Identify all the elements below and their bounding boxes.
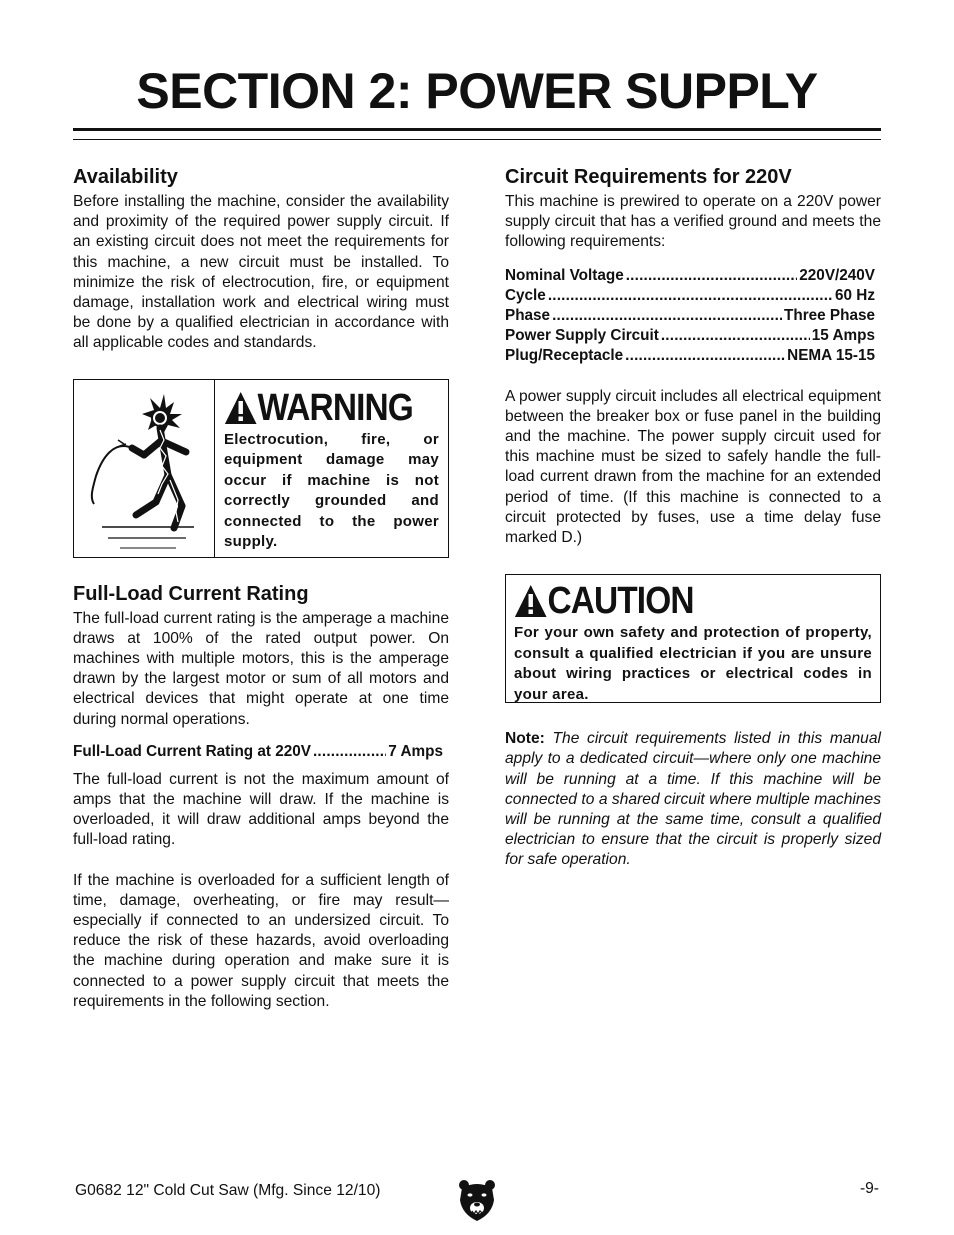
full-load-text: The full-load current rating is the amperage a machine draws at 100% of the rated output power. On machines with multiple motors, this is the amperage drawn by the largest motor or sum of all motors and electrical devices that might operate at one time during normal operations. [73,609,449,728]
spec-value: 60 Hz [835,286,875,304]
full-load-text-3: If the machine is overloaded for a sufficient length of time, damage, overheating, or fire may result—especially if connected to an undersized circuit. To reduce the risk of these hazards, avoid overloading the machine during operation and make sure it is connected to a power supply circuit that meets the requirements in the following section. [73,871,449,1010]
full-load-rating-label: Full-Load Current Rating at 220V [73,742,311,760]
caution-banner [514,581,829,621]
full-load-rating-value: 7 Amps [388,742,443,760]
title-rule-thick [73,128,881,131]
availability-heading: Availability [73,166,178,188]
note-text: The circuit requirements listed in this manual apply to a dedicated circuit—where only one machine will be running at a time. If this machine will be connected to a shared circuit where multiple machines will be running at the same time, consult a qualified electrician to ensure that the circuit is properly sized for safe operation. [505,730,881,869]
warning-banner [224,388,413,428]
warning-text: Electrocution, fire, or equipment damage may occur if machine is not correctly grounded and connected to the power supply. [224,430,439,551]
spec-row [505,306,875,326]
caution-triangle-icon [514,584,547,618]
spec-label: Nominal Voltage [505,266,624,284]
caution-box [505,574,881,703]
spec-label: Cycle [505,286,546,304]
spec-row [505,326,875,346]
circuit-intro: This machine is prewired to operate on a 220V power supply circuit that has a verified ground and meets the following requirements: [505,193,881,251]
spec-value: 15 Amps [811,326,875,344]
warning-label: WARNING [257,386,413,429]
leader-dots [552,306,782,326]
left-column [73,166,449,1012]
leader-dots [625,346,785,366]
warning-triangle-icon [224,391,257,425]
leader-dots [626,266,798,286]
grizzly-bear-logo-icon [458,1178,496,1227]
spec-value: NEMA 15-15 [787,346,875,364]
title-rule-thin [73,139,881,140]
page-title: SECTION 2: POWER SUPPLY [136,63,818,119]
caution-text: For your own safety and protection of property, consult a qualified electrician if you are unsure about wiring practices or electrical codes in your area. [514,624,872,703]
availability-text: Before installing the machine, consider the availability and proximity of the required power supply circuit. If an existing circuit does not meet the requirements for this machine, a new circuit must be installed. To minimize the risk of electrocution, fire, or equipment damage, installation work and electrical wiring must be done by a qualified electrician in accordance with all applicable codes and standards. [73,193,449,352]
full-load-rating [73,742,443,762]
full-load-text-2: The full-load current is not the maximum amount of amps that the machine will draw. If the machine is overloaded, it will draw additional amps beyond the full-load rating. [73,770,449,849]
circuit-heading: Circuit Requirements for 220V [505,166,792,188]
spec-row [505,346,875,366]
full-load-heading: Full-Load Current Rating [73,582,309,605]
spec-label: Power Supply Circuit [505,326,659,344]
caution-label: CAUTION [547,580,694,623]
warning-box [73,379,449,558]
spec-label: Plug/Receptacle [505,346,624,364]
leader-dots [661,326,810,346]
electrocution-icon [74,380,215,557]
right-column [505,166,881,871]
spec-value: Three Phase [784,306,875,324]
spec-row [505,266,875,286]
note-paragraph [505,729,881,870]
footer-model: G0682 12" Cold Cut Saw (Mfg. Since 12/10) [75,1182,381,1199]
note-label: Note: [505,730,545,748]
spec-label: Phase [505,306,551,324]
page-number: -9- [859,1180,879,1197]
leader-dots [313,742,386,762]
spec-row [505,286,875,306]
spec-value: 220V/240V [799,266,875,284]
leader-dots [548,286,833,306]
circuit-spec-list [505,266,875,366]
circuit-text-2: A power supply circuit includes all electrical equipment between the breaker box or fuse panel in the building and the machine. The power supply circuit used for this machine must be sized to safely handle the full-load current drawn from the machine for an extended period of time. (If this machine is connected to a circuit protected by fuses, use a time delay fuse marked D.) [505,387,881,547]
